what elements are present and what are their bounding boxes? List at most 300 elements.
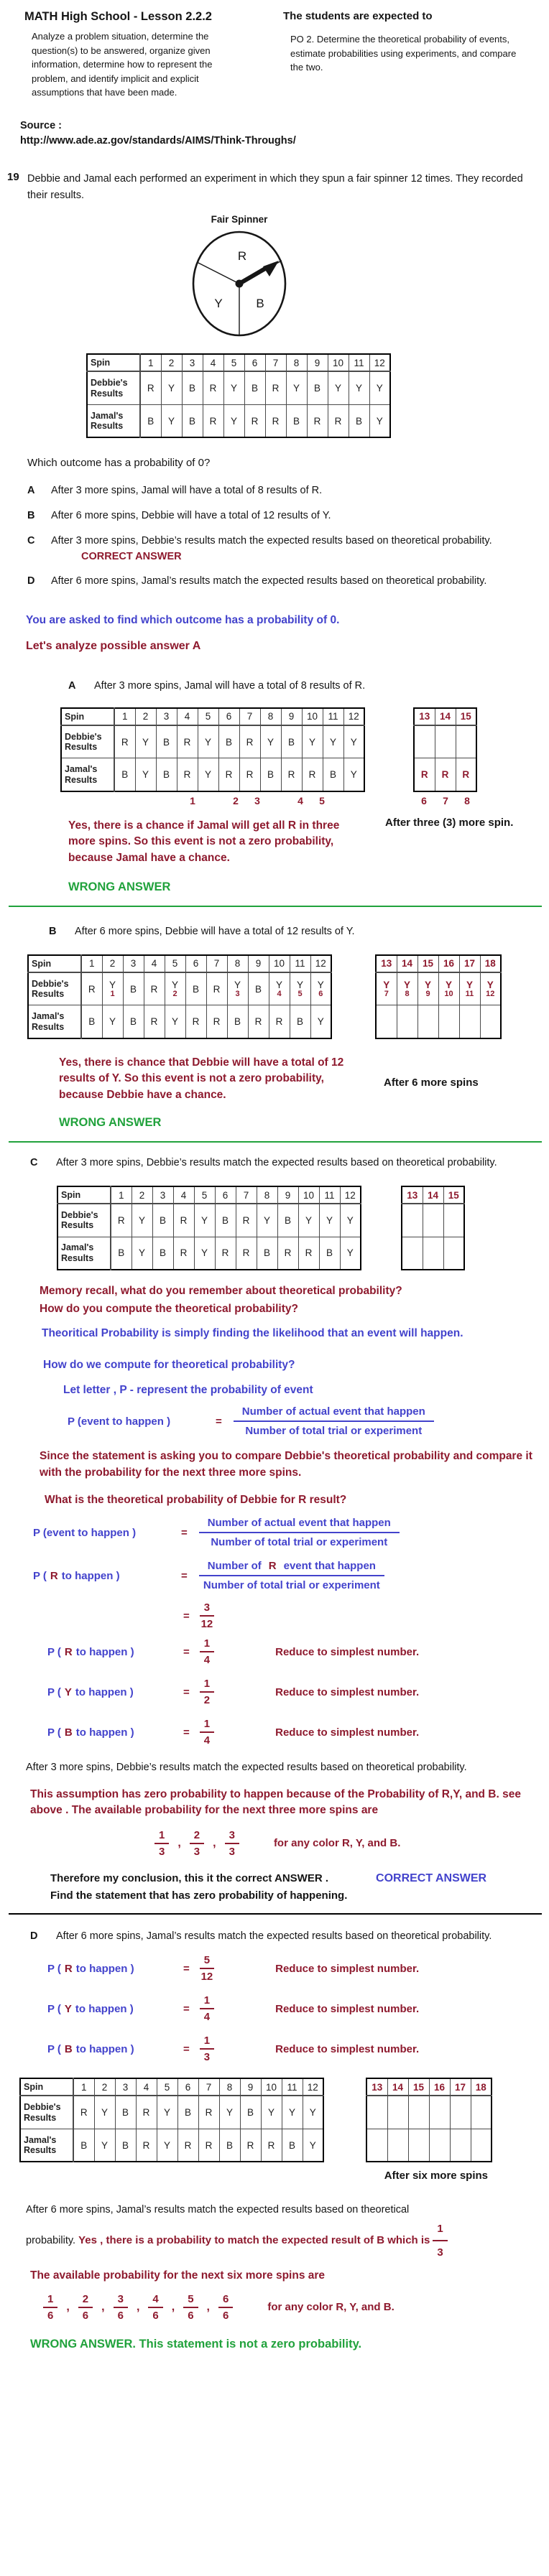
table-cell: Y	[343, 758, 364, 791]
formula-numerator: Number of actual event that happen	[234, 1405, 434, 1422]
table-cell: Y	[303, 2096, 323, 2129]
table-cell: Y	[349, 371, 369, 404]
table-cell: Y	[161, 371, 182, 404]
table-cell: B	[182, 371, 203, 404]
table-cell: Y 6	[310, 972, 331, 1005]
option-letter: B	[49, 926, 57, 938]
count-cell: 3	[254, 794, 260, 806]
table-cell	[402, 1237, 423, 1270]
table-cell: 9	[248, 955, 269, 972]
table-cell: 6	[215, 1186, 236, 1204]
table-cell: 2	[135, 708, 156, 725]
section-d-heading	[30, 1929, 549, 1945]
table-cell: Y	[257, 1204, 277, 1237]
table-cell: R	[244, 404, 265, 437]
row-header: Jamal's Results	[57, 1237, 111, 1270]
table-cell: B	[152, 1204, 173, 1237]
table-cell: 11	[323, 708, 343, 725]
table-cell: 3	[152, 1186, 173, 1204]
table-cell: R	[248, 1005, 269, 1038]
table-cell: 7	[236, 1186, 257, 1204]
table-cell: 3	[123, 955, 144, 972]
section-a-extension-table	[413, 707, 478, 806]
equals-sign: =	[216, 1415, 222, 1428]
equals-sign: =	[183, 1609, 190, 1622]
comma: ,	[171, 2301, 175, 2314]
table-cell: 7	[239, 708, 260, 725]
results-table	[57, 1186, 361, 1270]
table-cell: Y	[302, 725, 323, 758]
analyze-a-heading: Let's analyze possible answer A	[26, 639, 201, 652]
probability-formula-r	[33, 1560, 549, 1591]
table-cell: Y	[369, 371, 390, 404]
results-table	[375, 954, 502, 1039]
table-cell: 14	[435, 708, 456, 725]
table-cell: Y	[161, 404, 182, 437]
table-cell: 2	[132, 1186, 152, 1204]
option-text: After 6 more spins, Jamal’s results match the expected results based on theoretical probability.	[51, 575, 487, 587]
fair-spinner	[178, 214, 300, 345]
count-cell: 5	[319, 794, 325, 806]
section-b-analysis: Yes, there is chance that Debbie will have a total of 12 results of Y. So this event is not a zero probability, because Debbie have a chance.	[59, 1056, 344, 1101]
row-header: Debbie's Results	[20, 2096, 73, 2129]
table-cell: 13	[402, 1186, 423, 1204]
spinner-pivot	[236, 280, 244, 288]
table-cell: B	[215, 1204, 236, 1237]
table-cell: B	[115, 2096, 136, 2129]
table-cell: R	[239, 758, 260, 791]
section-b-heading	[49, 924, 549, 940]
table-cell: B	[156, 758, 177, 791]
table-cell: R	[414, 758, 435, 791]
table-cell: Y	[340, 1237, 361, 1270]
table-cell: 13	[414, 708, 435, 725]
table-cell	[443, 1237, 464, 1270]
table-cell: R	[277, 1237, 298, 1270]
table-cell: B	[244, 371, 265, 404]
table-cell: 11	[319, 1186, 340, 1204]
table-cell: 6	[218, 708, 239, 725]
table-cell: Y	[369, 404, 390, 437]
table-cell: B	[115, 2129, 136, 2162]
table-cell	[423, 1237, 443, 1270]
table-cell: 15	[443, 1186, 464, 1204]
row-header: Spin	[61, 708, 114, 725]
table-cell: Y	[298, 1204, 319, 1237]
available-next-six: The available probability for the next six more spins are	[30, 2269, 326, 2282]
formula-label: P ( R to happen )	[47, 1645, 134, 1658]
table-cell: 18	[480, 955, 501, 972]
table-cell: R	[236, 1204, 257, 1237]
fraction: $\frac{6}{6}$	[218, 2293, 233, 2322]
table-cell: 2	[94, 2078, 115, 2096]
formula-denominator: Number of total trial or experiment	[203, 1579, 380, 1592]
section-c-tables	[57, 1186, 549, 1270]
table-cell: 14	[397, 955, 417, 972]
table-cell: Y 4	[269, 972, 290, 1005]
table-cell	[459, 1005, 480, 1038]
event-letter: B	[64, 2042, 73, 2055]
table-cell: B	[290, 1005, 310, 1038]
table-cell: 9	[277, 1186, 298, 1204]
header	[0, 10, 549, 100]
formula-denominator: Number of total trial or experiment	[211, 1536, 388, 1549]
count-row	[117, 795, 376, 806]
formula-label: P ( B to happen )	[47, 1726, 134, 1739]
table-cell	[429, 2129, 450, 2162]
table-cell: Y	[261, 2096, 282, 2129]
spinner-label-r: R	[237, 249, 247, 264]
table-cell: Y	[94, 2096, 115, 2129]
table-cell: R	[206, 1005, 227, 1038]
table-cell	[429, 2096, 450, 2129]
section-a-verdict: WRONG ANSWER	[68, 880, 171, 894]
table-cell: Y	[102, 1005, 123, 1038]
expectations-title: The students are expected to	[283, 10, 433, 22]
table-cell: Y	[260, 725, 281, 758]
row-header: Debbie's Results	[57, 1204, 111, 1237]
table-cell: 7	[206, 955, 227, 972]
section-b-tables	[27, 954, 549, 1039]
table-cell: Y	[223, 404, 244, 437]
event-letter: R	[268, 1560, 277, 1573]
section-b-verdict: WRONG ANSWER	[59, 1116, 162, 1130]
table-cell: R	[177, 2129, 198, 2162]
event-letter: Y	[64, 1685, 72, 1698]
probability-formula	[68, 1405, 549, 1437]
table-cell: B	[81, 1005, 102, 1038]
formula-denominator: Number of total trial or experiment	[245, 1425, 423, 1438]
table-cell	[376, 1005, 397, 1038]
table-cell: 18	[471, 2078, 492, 2096]
table-cell: 15	[456, 708, 476, 725]
table-cell: B	[73, 2129, 94, 2162]
table-cell	[366, 2096, 387, 2129]
table-cell: 17	[450, 2078, 471, 2096]
table-cell: B	[248, 972, 269, 1005]
table-cell: R	[111, 1204, 132, 1237]
fraction: $\frac{1}{4}$	[200, 1637, 214, 1666]
table-cell: B	[277, 1204, 298, 1237]
lesson-title: MATH High School - Lesson 2.2.2	[24, 10, 212, 23]
correct-answer-badge: CORRECT ANSWER	[81, 550, 182, 562]
formula-label: P ( R to happen )	[33, 1569, 120, 1582]
zero-probability-explanation: This assumption has zero probability to happen because of the Probability of R,Y, and B. see above . The available probability for the next three more spins are	[30, 1787, 521, 1817]
table-cell: 4	[203, 354, 223, 371]
equals-sign: =	[181, 1526, 188, 1539]
event-letter: R	[64, 1962, 73, 1975]
probability-equation-b	[47, 2035, 549, 2063]
section-d-side-note: After six more spins	[384, 2170, 488, 2182]
section-a-side-note: After three (3) more spin.	[385, 816, 514, 829]
table-cell: 5	[194, 1186, 215, 1204]
correct-answer-badge: CORRECT ANSWER	[376, 1871, 487, 1884]
count-cell	[203, 795, 225, 806]
table-cell: B	[185, 972, 206, 1005]
option-letter: A	[68, 680, 76, 692]
answer-options	[0, 483, 549, 590]
table-cell: R	[177, 758, 198, 791]
section-c-heading	[30, 1156, 549, 1171]
row-header: Spin	[28, 955, 81, 972]
table-cell: Y	[198, 758, 218, 791]
table-cell: 2	[102, 955, 123, 972]
option-text: After 3 more spins, Debbie’s results match the expected results based on theoretical probability.	[56, 1157, 497, 1169]
table-cell: Y	[343, 725, 364, 758]
fraction: $\frac{5}{12}$	[200, 1954, 213, 1984]
spinner-diagram	[178, 226, 300, 341]
table-cell: R	[203, 404, 223, 437]
table-cell: Y 12	[480, 972, 501, 1005]
table-cell: R	[140, 371, 161, 404]
table-cell	[387, 2129, 408, 2162]
task-restatement: You are asked to find which outcome has a probability of 0.	[26, 614, 340, 627]
formula-label: P (event to happen )	[68, 1415, 171, 1428]
table-cell: Y	[194, 1204, 215, 1237]
table-cell: R	[198, 2096, 219, 2129]
table-cell: Y	[135, 758, 156, 791]
table-cell	[443, 1204, 464, 1237]
table-cell: Y	[303, 2129, 323, 2162]
results-table	[401, 1186, 465, 1270]
section-b-main-table	[27, 954, 332, 1039]
equals-sign: =	[183, 1962, 190, 1975]
table-cell: 4	[173, 1186, 194, 1204]
count-cell	[268, 795, 290, 806]
table-cell	[471, 2096, 492, 2129]
section-d-extension-table	[366, 2078, 492, 2162]
table-cell: Y	[198, 725, 218, 758]
fraction: $\frac{1}{4}$	[200, 1718, 214, 1747]
count-cell	[333, 795, 354, 806]
table-cell: 3	[115, 2078, 136, 2096]
table-cell: 15	[417, 955, 438, 972]
table-cell: 12	[303, 2078, 323, 2096]
table-cell: Y	[282, 2096, 303, 2129]
table-cell: Y	[135, 725, 156, 758]
table-cell: R	[173, 1237, 194, 1270]
table-cell: 12	[343, 708, 364, 725]
table-cell: Y	[165, 1005, 185, 1038]
table-cell: 8	[260, 708, 281, 725]
formula-fraction	[234, 1405, 434, 1437]
fraction: $\frac{1}{2}$	[200, 1678, 214, 1706]
table-cell: 12	[340, 1186, 361, 1204]
lesson-objective: Analyze a problem situation, determine the question(s) to be answered, organize given information, determine how to represent the problem, and identify implicit and explicit assumptions that have been made.	[32, 31, 213, 98]
spinner-title: Fair Spinner	[211, 214, 268, 225]
table-cell: R	[173, 1204, 194, 1237]
row-header: Debbie's Results	[61, 725, 114, 758]
table-cell: R	[177, 725, 198, 758]
event-letter: R	[50, 1569, 58, 1582]
equals-sign: =	[183, 2002, 190, 2015]
row-header: Jamal's Results	[20, 2129, 73, 2162]
comma: ,	[213, 1836, 216, 1849]
option-letter: D	[27, 575, 35, 587]
table-cell: B	[227, 1005, 248, 1038]
section-b-extension-table	[375, 954, 502, 1039]
table-cell: B	[156, 725, 177, 758]
fraction: $\frac{2}{6}$	[78, 2293, 93, 2322]
option-letter: A	[27, 485, 35, 497]
fraction: $\frac{1}{3}$	[200, 2035, 214, 2063]
table-cell: R	[435, 758, 456, 791]
spinner-label-y: Y	[214, 297, 223, 311]
table-cell: 15	[408, 2078, 429, 2096]
table-cell: B	[123, 972, 144, 1005]
table-cell: R	[239, 725, 260, 758]
table-cell: 2	[161, 354, 182, 371]
formula-label: P ( B to happen )	[47, 2042, 134, 2055]
table-cell: Y 9	[417, 972, 438, 1005]
table-cell: R	[218, 758, 239, 791]
results-table	[27, 954, 332, 1039]
table-cell: 16	[438, 955, 459, 972]
table-cell	[397, 1005, 417, 1038]
fraction: $\frac{3}{6}$	[114, 2293, 128, 2322]
row-header: Spin	[87, 354, 140, 371]
memory-recall-question: Memory recall, what do you remember about theoretical probability?	[40, 1285, 402, 1298]
fraction-list	[154, 1829, 239, 1858]
table-cell: 9	[240, 2078, 261, 2096]
fraction-list	[43, 2293, 233, 2322]
comma: ,	[177, 1836, 181, 1849]
table-cell: B	[219, 2129, 240, 2162]
section-c-restatement: After 3 more spins, Debbie’s results match the expected results based on theoretical probability.	[26, 1762, 467, 1774]
table-cell: R	[136, 2096, 157, 2129]
table-cell: R	[81, 972, 102, 1005]
table-cell: B	[182, 404, 203, 437]
table-cell: 11	[290, 955, 310, 972]
table-cell: 10	[328, 354, 349, 371]
section-d-main-table	[19, 2078, 324, 2162]
table-cell	[423, 1204, 443, 1237]
section-d-closing	[26, 2200, 546, 2262]
reduce-note: Reduce to simplest number.	[275, 1726, 420, 1739]
option-text: After 6 more spins, Debbie will have a total of 12 results of Y.	[51, 510, 331, 522]
fraction: $\frac{2}{3}$	[190, 1829, 204, 1858]
event-letter: B	[64, 1726, 73, 1739]
table-cell: 1	[81, 955, 102, 972]
table-cell: R	[298, 1237, 319, 1270]
comma: ,	[66, 2301, 70, 2314]
option-d	[27, 574, 549, 590]
question-text: Debbie and Jamal each performed an experiment in which they spun a fair spinner 12 times. They recorded their results.	[27, 173, 523, 202]
table-cell: 7	[265, 354, 286, 371]
closing-red-text: Yes , there is a probability to match the expected result of B which is	[78, 2234, 430, 2247]
table-cell: Y	[132, 1237, 152, 1270]
table-cell: Y 2	[165, 972, 185, 1005]
table-cell: 5	[198, 708, 218, 725]
table-cell: 8	[257, 1186, 277, 1204]
table-cell	[408, 2129, 429, 2162]
row-header: Jamal's Results	[28, 1005, 81, 1038]
table-cell	[414, 725, 435, 758]
option-letter: C	[30, 1157, 38, 1169]
fraction: $\frac{1}{6}$	[43, 2293, 57, 2322]
option-letter: B	[27, 510, 35, 522]
table-cell: R	[281, 758, 302, 791]
formula-numerator: Number of R event that happen	[199, 1560, 384, 1576]
table-cell: R	[144, 1005, 165, 1038]
question-19	[7, 171, 549, 204]
table-cell: 8	[286, 354, 307, 371]
table-cell: 16	[429, 2078, 450, 2096]
option-a	[27, 483, 549, 499]
table-cell: B	[319, 1237, 340, 1270]
count-cell: 7	[443, 794, 448, 806]
table-cell: Y 11	[459, 972, 480, 1005]
formula-fraction	[199, 1517, 400, 1548]
source-block	[20, 118, 549, 150]
table-cell: 1	[73, 2078, 94, 2096]
event-letter: R	[64, 1645, 73, 1658]
table-cell: R	[269, 1005, 290, 1038]
section-d-verdict: WRONG ANSWER. This statement is not a zero probability.	[30, 2337, 362, 2351]
option-letter: D	[30, 1930, 38, 1942]
fraction-note: for any color R, Y, and B.	[273, 1837, 401, 1850]
table-cell: Y	[319, 1204, 340, 1237]
equals-sign: =	[183, 1645, 190, 1658]
closing-black-text: probability.	[26, 2235, 76, 2247]
fraction: $\frac{3}{3}$	[225, 1829, 239, 1858]
table-cell: Y 7	[376, 972, 397, 1005]
table-cell: B	[257, 1237, 277, 1270]
equals-sign: =	[183, 1685, 190, 1698]
option-text: After 6 more spins, Jamal’s results match the expected results based on theoretical probability.	[56, 1930, 492, 1942]
formula-label: P ( Y to happen )	[47, 2002, 134, 2015]
option-text: After 6 more spins, Debbie will have a total of 12 results of Y.	[75, 926, 355, 938]
table-cell: R	[328, 404, 349, 437]
table-cell: 11	[282, 2078, 303, 2096]
table-cell: B	[177, 2096, 198, 2129]
how-compute-question: How do we compute for theoretical probability?	[43, 1358, 295, 1371]
comma: ,	[101, 2301, 105, 2314]
table-cell: Y	[310, 1005, 331, 1038]
table-cell: 11	[349, 354, 369, 371]
table-cell: R	[215, 1237, 236, 1270]
table-cell	[417, 1005, 438, 1038]
table-cell: 17	[459, 955, 480, 972]
conclusion-text: Find the statement that has zero probability of happening.	[50, 1889, 348, 1902]
formula-label: P ( R to happen )	[47, 1962, 134, 1975]
section-c-conclusion	[50, 1872, 549, 1885]
table-cell: Y	[328, 371, 349, 404]
row-header: Spin	[20, 2078, 73, 2096]
table-cell: R	[265, 404, 286, 437]
table-cell: 12	[310, 955, 331, 972]
option-letter: C	[27, 534, 35, 547]
table-cell: 5	[157, 2078, 177, 2096]
table-cell: Y	[157, 2096, 177, 2129]
table-cell: 13	[366, 2078, 387, 2096]
table-cell: R	[236, 1237, 257, 1270]
results-table	[366, 2078, 492, 2162]
table-cell: 13	[376, 955, 397, 972]
table-cell: 12	[369, 354, 390, 371]
table-cell: 4	[144, 955, 165, 972]
table-cell: R	[73, 2096, 94, 2129]
table-cell: R	[114, 725, 135, 758]
option-c-text: After 3 more spins, Debbie’s results match the expected results based on theoretical probability.	[51, 534, 492, 547]
count-cell	[139, 795, 160, 806]
table-cell: B	[152, 1237, 173, 1270]
table-cell	[450, 2129, 471, 2162]
option-text	[51, 534, 497, 565]
table-cell: R	[261, 2129, 282, 2162]
expectations-body: PO 2. Determine the theoretical probability of events, estimate probabilities using experiments, and compare the two.	[290, 34, 517, 73]
table-cell: R	[185, 1005, 206, 1038]
